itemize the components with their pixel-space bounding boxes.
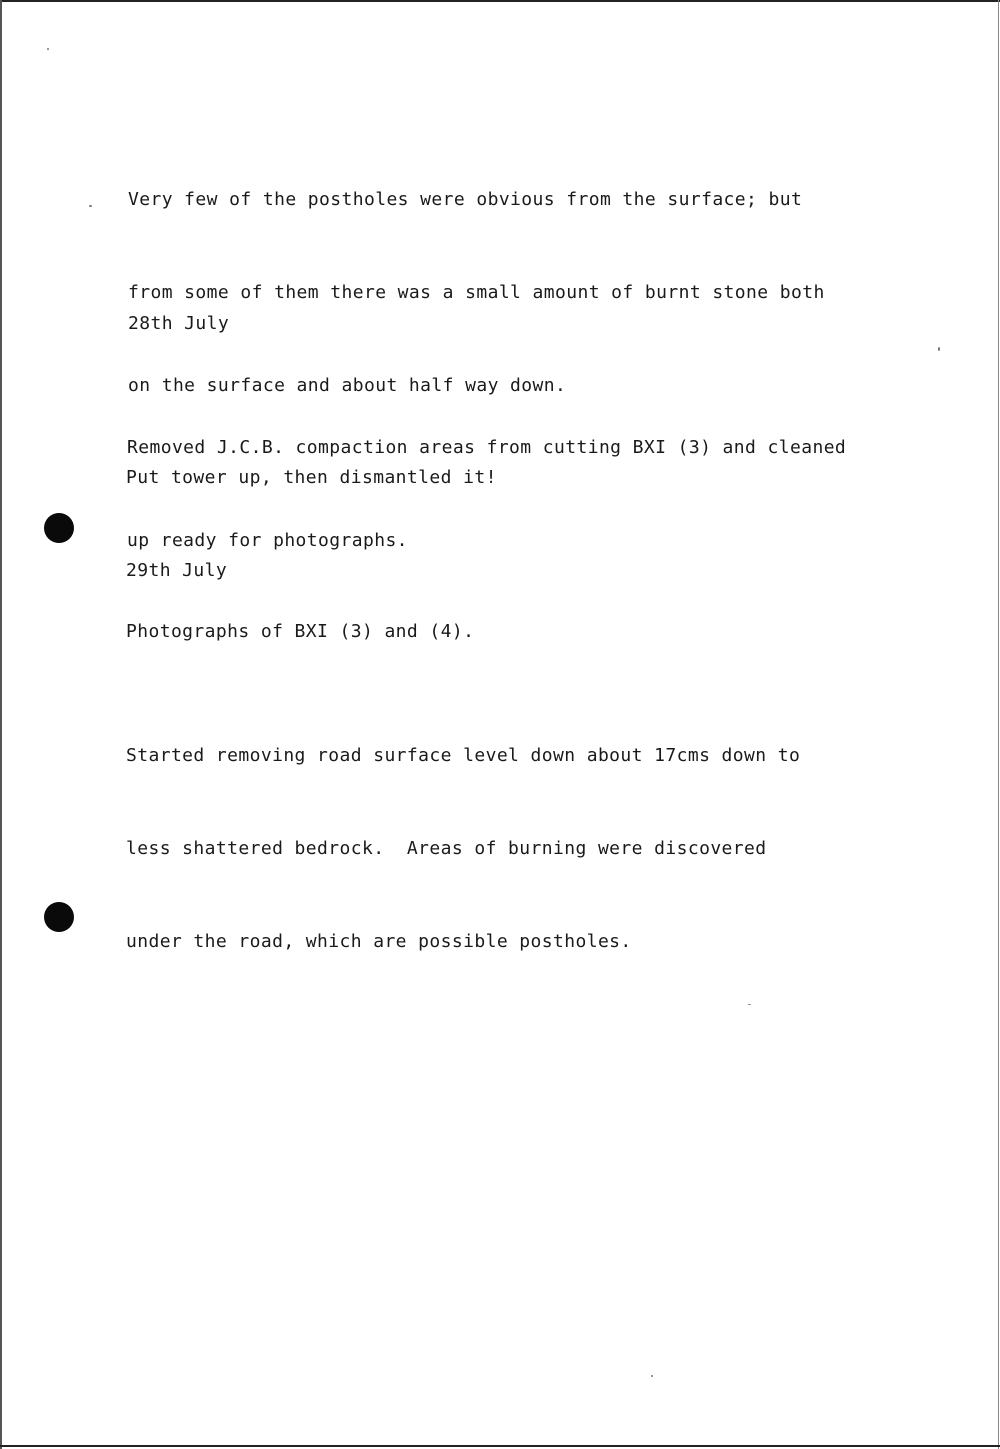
date-heading: 28th July	[128, 313, 230, 334]
paragraph-road-surface	[126, 678, 800, 1019]
text-line: under the road, which are possible postholes.	[126, 931, 632, 952]
paragraph-photographs: Photographs of BXI (3) and (4).	[126, 621, 475, 642]
page-edge-right	[998, 0, 999, 1449]
text-line: Started removing road surface level down about 17cms down to	[126, 745, 801, 766]
text-line: up ready for photographs.	[127, 530, 408, 551]
text-line: Removed J.C.B. compaction areas from cutting BXI (3) and cleaned	[127, 437, 847, 458]
page-edge-top	[0, 0, 1000, 2]
scan-speck	[89, 205, 92, 207]
paragraph-compaction	[127, 370, 846, 618]
text-line: less shattered bedrock. Areas of burning were discovered	[126, 838, 767, 859]
punch-hole-icon	[44, 513, 74, 543]
page-edge-left	[0, 0, 2, 1449]
scan-speck	[938, 347, 940, 351]
paragraph-tower: Put tower up, then dismantled it!	[126, 467, 497, 488]
date-heading: 29th July	[126, 560, 228, 581]
text-line: Very few of the postholes were obvious from the surface; but	[128, 189, 803, 210]
text-line: from some of them there was a small amount of burnt stone both	[128, 282, 825, 303]
page-edge-bottom	[0, 1445, 1000, 1447]
punch-hole-icon	[44, 902, 74, 932]
text-line: on the surface and about half way down.	[128, 375, 567, 396]
scan-speck	[47, 48, 49, 50]
scan-speck	[651, 1375, 653, 1377]
